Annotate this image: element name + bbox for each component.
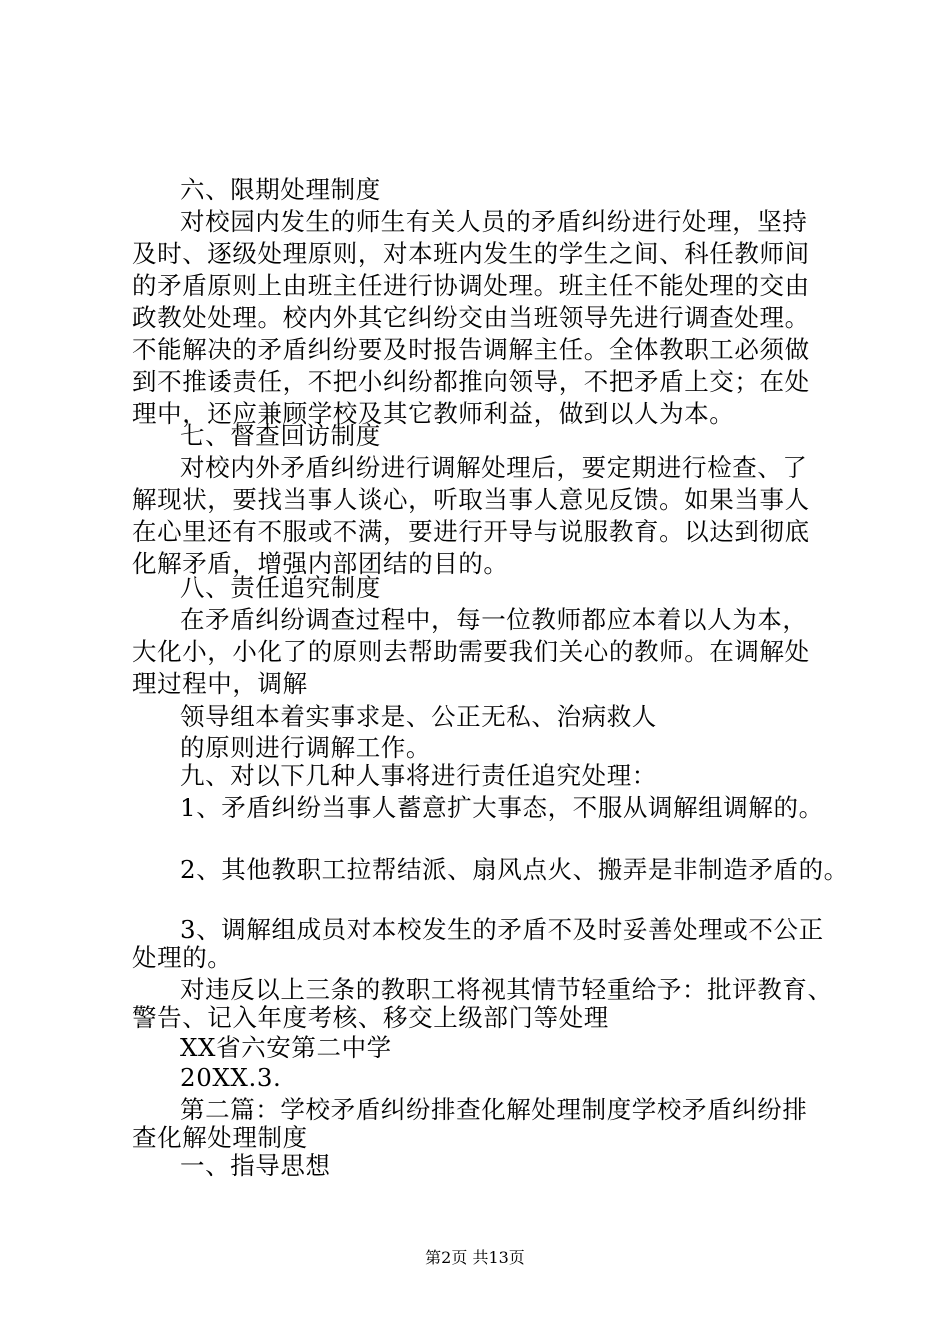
section-heading-7: 七、督查回访制度 — [180, 421, 381, 450]
paragraph-line: 对校内外矛盾纠纷进行调解处理后，要定期进行检查、了 — [180, 453, 808, 482]
part-two-heading: 第二篇：学校矛盾纠纷排查化解处理制度学校矛盾纠纷排 — [180, 1095, 808, 1124]
paragraph-line: 政教处处理。校内外其它纠纷交由当班领导先进行调查处理。 — [132, 303, 810, 332]
list-item-2: 2、其他教职工拉帮结派、扇风点火、搬弄是非制造矛盾的。 — [180, 855, 849, 884]
paragraph-line: 处理的。 — [132, 943, 233, 972]
paragraph-line: 对校园内发生的师生有关人员的矛盾纠纷进行处理，坚持 — [180, 207, 808, 236]
school-name: XX省六安第二中学 — [180, 1033, 392, 1062]
paragraph-line: 化解矛盾，增强内部团结的目的。 — [132, 549, 509, 578]
paragraph-line: 的矛盾原则上由班主任进行协调处理。班主任不能处理的交由 — [132, 271, 810, 300]
paragraph-line: 理过程中，调解 — [132, 669, 308, 698]
paragraph-line: 理中，还应兼顾学校及其它教师利益，做到以人为本。 — [132, 399, 735, 428]
page-number-footer: 第2页 共13页 — [425, 1248, 525, 1267]
paragraph-line: 解现状，要找当事人谈心，听取当事人意见反馈。如果当事人 — [132, 485, 810, 514]
paragraph-line: 对违反以上三条的教职工将视其情节轻重给予：批评教育、 — [180, 975, 833, 1004]
paragraph-line: 及时、逐级处理原则，对本班内发生的学生之间、科任教师间 — [132, 239, 810, 268]
paragraph-line: 在心里还有不服或不满，要进行开导与说服教育。以达到彻底 — [132, 517, 810, 546]
section-heading-8: 八、责任追究制度 — [180, 573, 381, 602]
section-heading-6: 六、限期处理制度 — [180, 175, 381, 204]
paragraph-line: 领导组本着实事求是、公正无私、治病救人 — [180, 702, 657, 731]
paragraph-line: 不能解决的矛盾纠纷要及时报告调解主任。全体教职工必须做 — [132, 335, 810, 364]
paragraph-line: 警告、记入年度考核、移交上级部门等处理 — [132, 1003, 609, 1032]
paragraph-line: 到不推诿责任，不把小纠纷都推向领导，不把矛盾上交；在处 — [132, 367, 810, 396]
paragraph-line: 的原则进行调解工作。 — [180, 733, 431, 762]
paragraph-line: 大化小，小化了的原则去帮助需要我们关心的教师。在调解处 — [132, 637, 810, 666]
section-heading-1: 一、指导思想 — [180, 1151, 331, 1180]
section-heading-9: 九、对以下几种人事将进行责任追究处理： — [180, 761, 657, 790]
paragraph-line: 查化解处理制度 — [132, 1123, 308, 1152]
paragraph-line: 在矛盾纠纷调查过程中，每一位教师都应本着以人为本， — [180, 605, 808, 634]
date-line: 20XX.3. — [180, 1063, 282, 1092]
list-item-3: 3、调解组成员对本校发生的矛盾不及时妥善处理或不公正 — [180, 915, 824, 944]
list-item-1: 1、矛盾纠纷当事人蓄意扩大事态，不服从调解组调解的。 — [180, 793, 824, 822]
